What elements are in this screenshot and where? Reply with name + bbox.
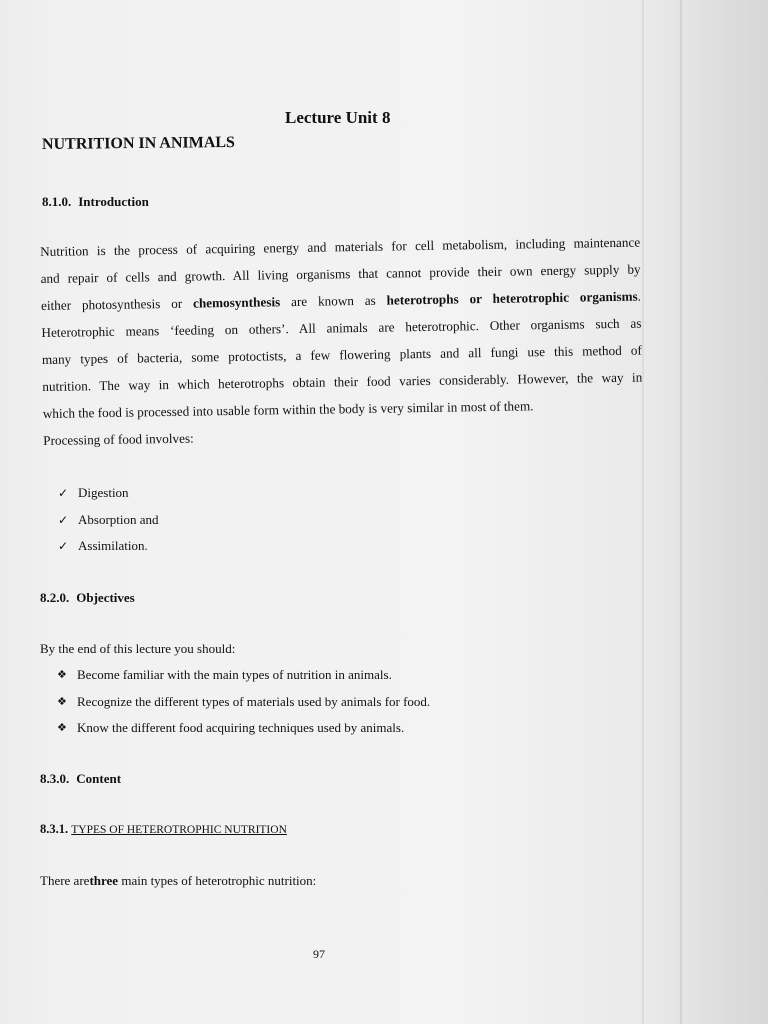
list-item-label: Become familiar with the main types of nutrition in animals. (77, 667, 392, 682)
check-mark-icon: ✓ (58, 486, 69, 500)
bold-term: chemosynthesis (192, 294, 281, 311)
paragraph-line: Processing of food involves: (43, 430, 194, 448)
section-heading-introduction (42, 194, 149, 210)
processing-steps-list (58, 480, 159, 560)
section-number: 8.2.0. (40, 590, 70, 605)
list-item (58, 507, 159, 534)
text-run: main types of heterotrophic nutrition: (118, 873, 317, 888)
page-number: 97 (313, 947, 325, 961)
list-item-label: Assimilation. (78, 538, 148, 553)
text-run: either photosynthesis or (40, 295, 183, 313)
list-item-label: Digestion (78, 485, 129, 500)
section-heading-objectives (40, 590, 135, 606)
page-title: NUTRITION IN ANIMALS (41, 133, 235, 153)
page-edge-shadow (680, 0, 682, 1024)
section-title: Content (76, 771, 122, 786)
lecture-unit-title: Lecture Unit 8 (285, 108, 391, 127)
check-mark-icon: ✓ (58, 512, 69, 527)
text-run: are known as (290, 292, 376, 310)
bold-term: heterotrophs or heterotrophic organisms (386, 288, 638, 308)
list-item (57, 689, 430, 716)
diamond-bullet-icon: ❖ (57, 668, 67, 681)
objectives-list (57, 662, 430, 742)
list-item (58, 480, 159, 507)
paragraph-line: which the food is processed into usable form within the body is very similar in most of them. (42, 398, 534, 421)
bleed-through-edge (642, 0, 644, 1024)
diamond-bullet-icon: ❖ (57, 694, 67, 708)
section-number: 8.1.0. (42, 194, 72, 209)
subsection-number: 8.3.1. (40, 822, 69, 836)
list-item (58, 533, 159, 560)
list-item (57, 662, 430, 689)
check-mark-icon: ✓ (58, 539, 69, 553)
list-item-label: Absorption and (78, 511, 159, 527)
subsection-heading (40, 822, 287, 837)
closing-line (40, 873, 316, 889)
paragraph-line: nutrition. The way in which heterotrophs obtain their food varies considerably. However, the way in (42, 369, 643, 394)
paragraph-line: and repair of cells and growth. All living organisms that cannot provide their own energy supply by (40, 261, 641, 286)
paragraph-line: Nutrition is the process of acquiring energy and materials for cell metabolism, including maintenance (40, 234, 641, 259)
section-number: 8.3.0. (40, 771, 70, 786)
text-run: There are (40, 873, 90, 888)
list-item-label: Know the different food acquiring techniques used by animals. (77, 720, 405, 735)
text-run: . (637, 288, 642, 304)
list-item-label: Recognize the different types of materials used by animals for food. (77, 693, 431, 709)
section-title: Introduction (78, 194, 149, 209)
objectives-intro: By the end of this lecture you should: (40, 641, 236, 656)
list-item (57, 715, 430, 742)
bold-term: three (89, 873, 119, 888)
subsection-title: TYPES OF HETEROTROPHIC NUTRITION (71, 824, 287, 836)
section-title: Objectives (76, 590, 135, 605)
section-heading-content (40, 771, 121, 787)
introduction-paragraph (40, 229, 643, 454)
diamond-bullet-icon: ❖ (57, 721, 67, 734)
paragraph-line: Heterotrophic means ‘feeding on others’. All animals are heterotrophic. Other organisms such as (41, 315, 642, 340)
paragraph-line: many types of bacteria, some protoctists, a few flowering plants and all fungi use this method of (41, 342, 642, 367)
